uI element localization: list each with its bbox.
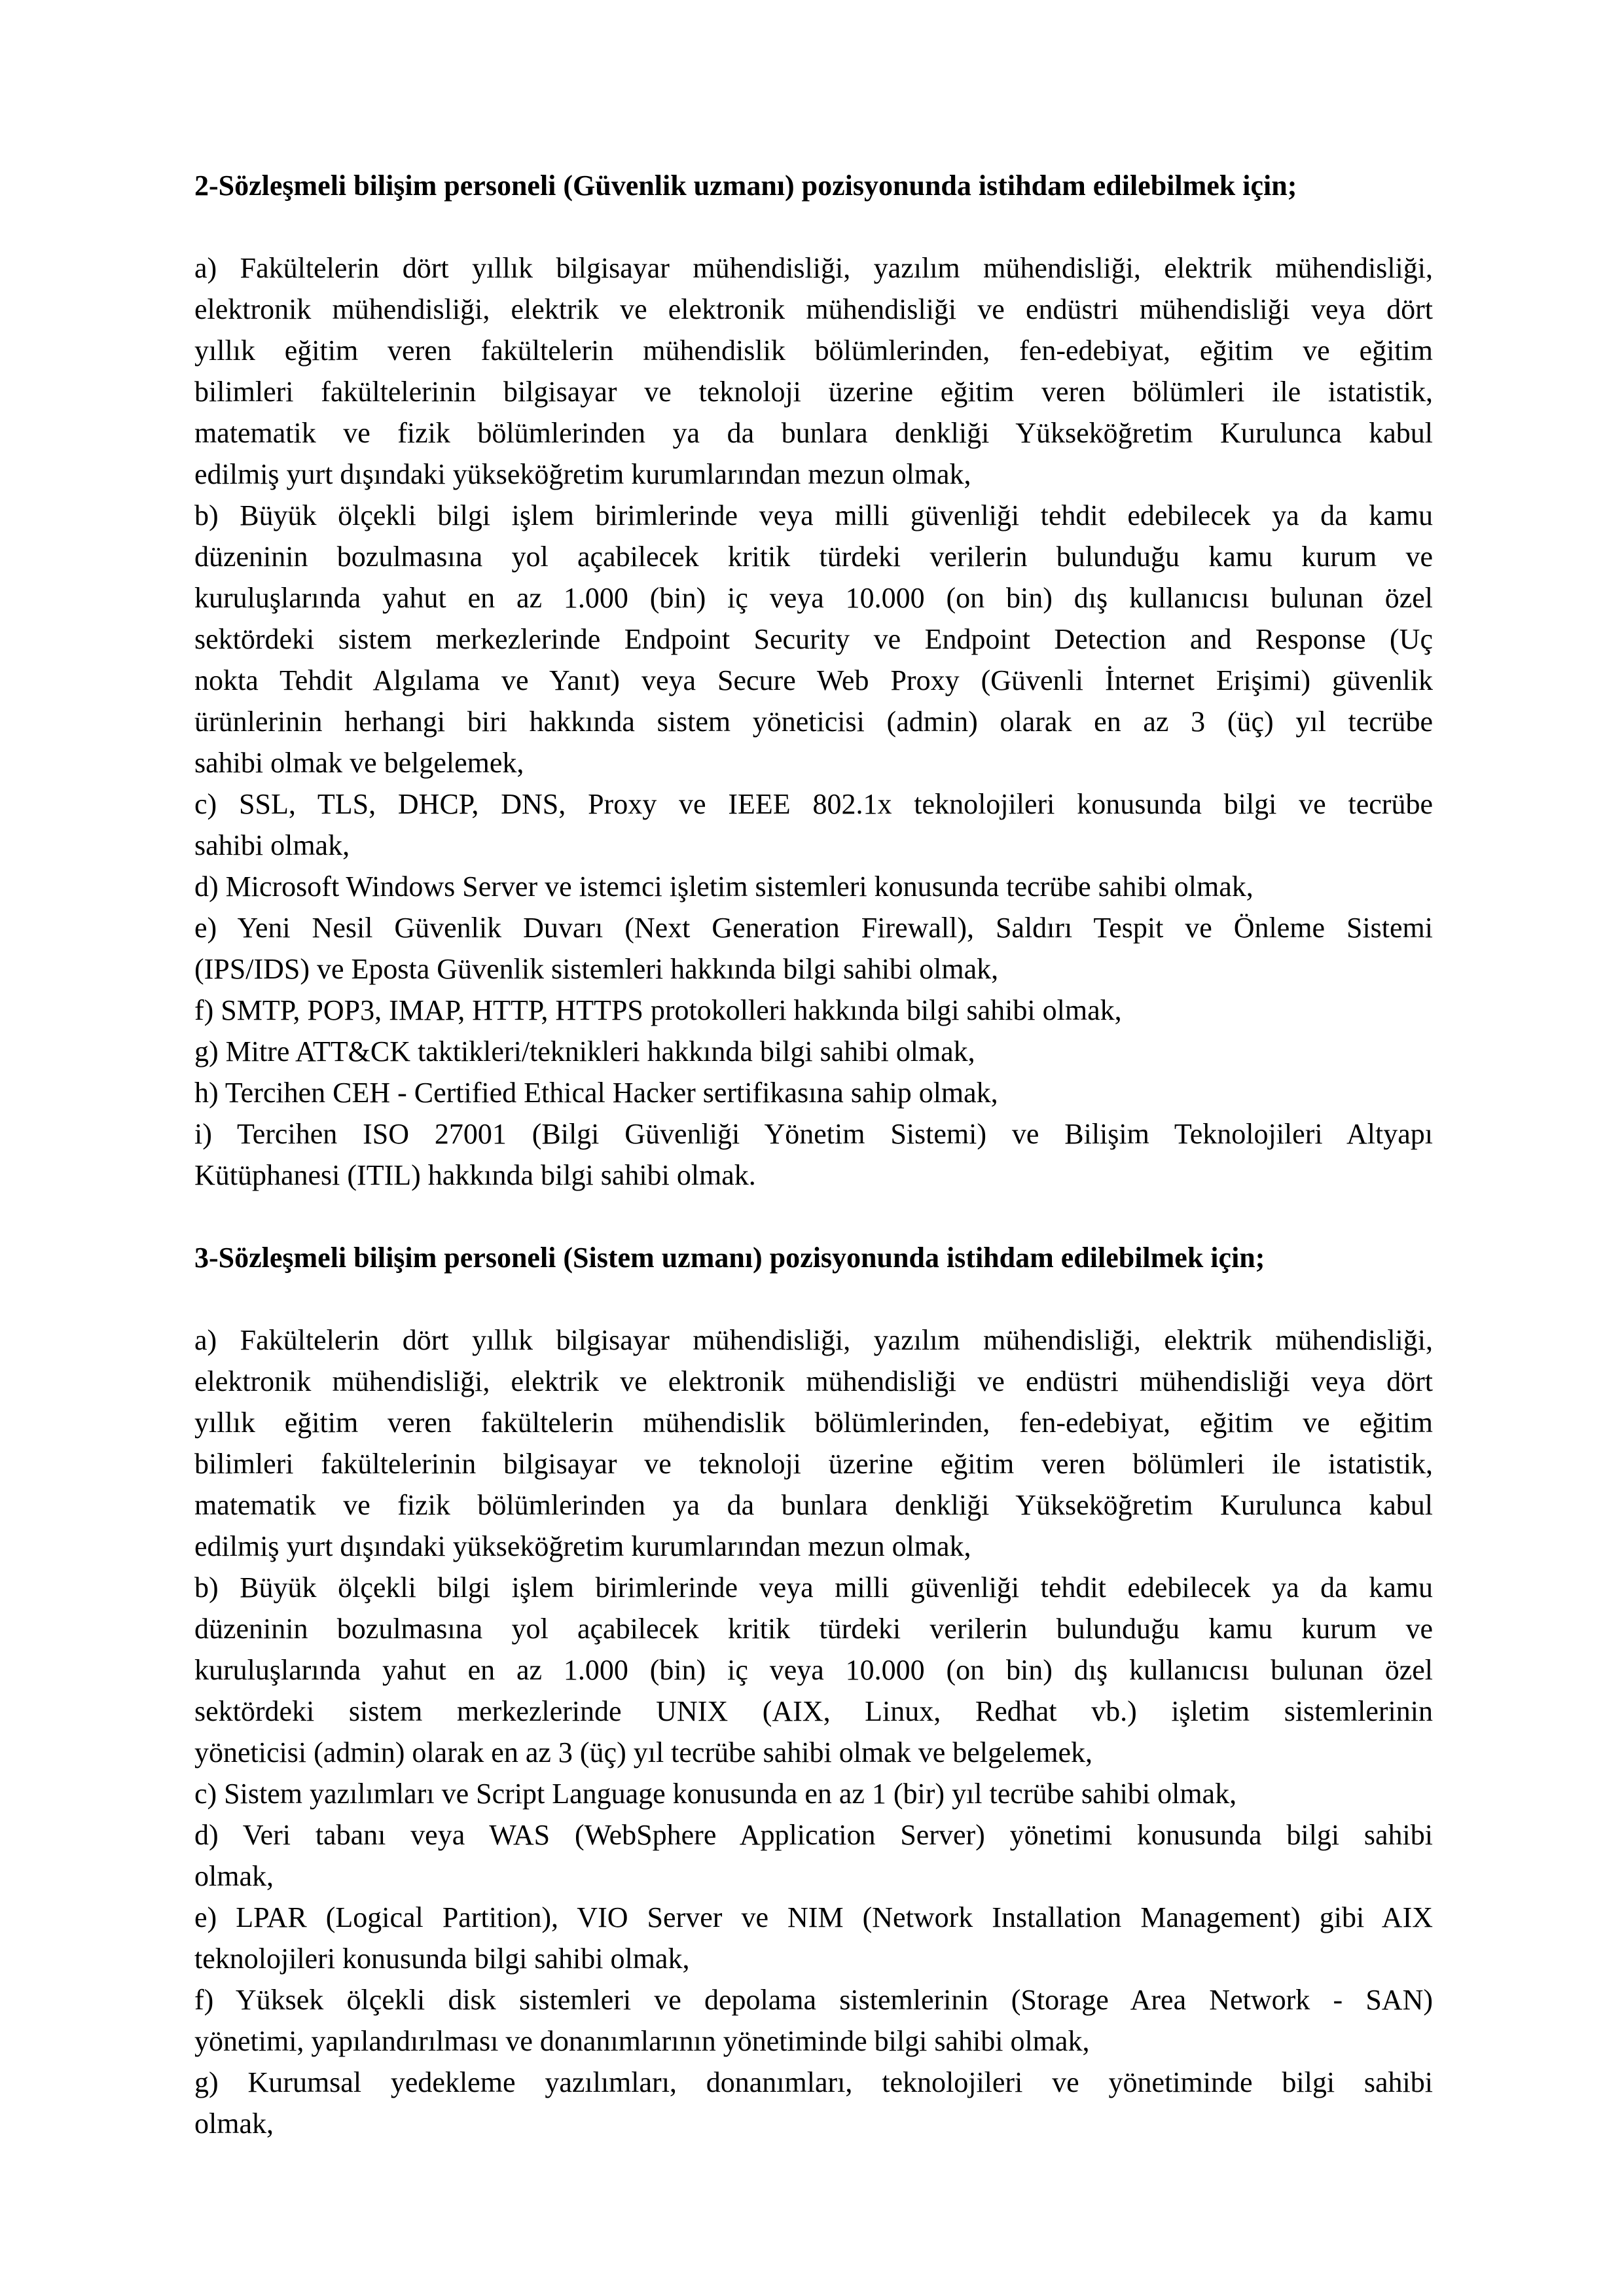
text-line: olmak,	[194, 1860, 274, 1892]
text-line: b) Büyük ölçekli bilgi işlem birimlerinde veya milli güvenliği tehdit edebilecek ya da kamu	[194, 499, 1433, 531]
paragraph	[194, 990, 1433, 1031]
text-line: bilimleri fakültelerinin bilgisayar ve teknoloji üzerine eğitim veren bölümleri ile istatistik,	[194, 1448, 1433, 1480]
paragraph	[194, 783, 1433, 866]
text-line: yıllık eğitim veren fakültelerin mühendislik bölümlerinden, fen-edebiyat, eğitim ve eğitim	[194, 334, 1433, 367]
text-line: ürünlerinin herhangi biri hakkında sistem yöneticisi (admin) olarak en az 3 (üç) yıl tecrübe	[194, 706, 1433, 738]
document-content	[194, 165, 1433, 2144]
paragraph	[194, 866, 1433, 907]
paragraph	[194, 1072, 1433, 1113]
section	[194, 165, 1433, 1196]
paragraph	[194, 1773, 1433, 1814]
text-line: edilmiş yurt dışındaki yükseköğretim kurumlarından mezun olmak,	[194, 458, 971, 490]
text-line: bilimleri fakültelerinin bilgisayar ve teknoloji üzerine eğitim veren bölümleri ile istatistik,	[194, 376, 1433, 408]
text-line: nokta Tehdit Algılama ve Yanıt) veya Secure Web Proxy (Güvenli İnternet Erişimi) güvenlik	[194, 664, 1433, 696]
text-line: teknolojileri konusunda bilgi sahibi olmak,	[194, 1943, 690, 1975]
text-line: h) Tercihen CEH - Certified Ethical Hacker sertifikasına sahip olmak,	[194, 1077, 998, 1109]
paragraph	[194, 1319, 1433, 1567]
paragraph	[194, 907, 1433, 990]
text-line: elektronik mühendisliği, elektrik ve elektronik mühendisliği ve endüstri mühendisliği veya dört	[194, 1365, 1433, 1397]
paragraph	[194, 1113, 1433, 1196]
section	[194, 1237, 1433, 2144]
paragraph	[194, 1814, 1433, 1897]
text-line: elektronik mühendisliği, elektrik ve elektronik mühendisliği ve endüstri mühendisliği veya dört	[194, 293, 1433, 325]
text-line: b) Büyük ölçekli bilgi işlem birimlerinde veya milli güvenliği tehdit edebilecek ya da kamu	[194, 1571, 1433, 1604]
paragraph	[194, 495, 1433, 783]
paragraph	[194, 1979, 1433, 2062]
text-line: düzeninin bozulmasına yol açabilecek kritik türdeki verilerin bulunduğu kamu kurum ve	[194, 1613, 1433, 1645]
text-line: kuruluşlarında yahut en az 1.000 (bin) iç veya 10.000 (on bin) dış kullanıcısı bulunan özel	[194, 1654, 1433, 1686]
text-line: c) SSL, TLS, DHCP, DNS, Proxy ve IEEE 802.1x teknolojileri konusunda bilgi ve tecrübe	[194, 788, 1433, 820]
paragraph	[194, 2062, 1433, 2144]
text-line: g) Mitre ATT&CK taktikleri/teknikleri hakkında bilgi sahibi olmak,	[194, 1035, 975, 1067]
paragraph	[194, 1567, 1433, 1773]
text-line: sektördeki sistem merkezlerinde UNIX (AIX, Linux, Redhat vb.) işletim sistemlerinin	[194, 1695, 1433, 1727]
text-line: e) LPAR (Logical Partition), VIO Server ve NIM (Network Installation Management) gibi AIX	[194, 1901, 1433, 1933]
text-line: i) Tercihen ISO 27001 (Bilgi Güvenliği Yönetim Sistemi) ve Bilişim Teknolojileri Altyapı	[194, 1118, 1433, 1150]
paragraph	[194, 247, 1433, 495]
text-line: matematik ve fizik bölümlerinden ya da bunlara denkliği Yükseköğretim Kurulunca kabul	[194, 1489, 1433, 1521]
text-line: kuruluşlarında yahut en az 1.000 (bin) iç veya 10.000 (on bin) dış kullanıcısı bulunan özel	[194, 582, 1433, 614]
text-line: a) Fakültelerin dört yıllık bilgisayar mühendisliği, yazılım mühendisliği, elektrik mühendisliği,	[194, 252, 1433, 284]
text-line: sahibi olmak,	[194, 829, 350, 861]
paragraph	[194, 1031, 1433, 1072]
text-line: d) Microsoft Windows Server ve istemci işletim sistemleri konusunda tecrübe sahibi olmak,	[194, 870, 1254, 903]
text-line: f) SMTP, POP3, IMAP, HTTP, HTTPS protokolleri hakkında bilgi sahibi olmak,	[194, 994, 1122, 1026]
text-line: e) Yeni Nesil Güvenlik Duvarı (Next Generation Firewall), Saldırı Tespit ve Önleme Sistemi	[194, 912, 1433, 944]
text-line: sahibi olmak ve belgelemek,	[194, 747, 524, 779]
text-line: yönetimi, yapılandırılması ve donanımlarının yönetiminde bilgi sahibi olmak,	[194, 2025, 1090, 2057]
text-line: a) Fakültelerin dört yıllık bilgisayar mühendisliği, yazılım mühendisliği, elektrik mühendisliği,	[194, 1324, 1433, 1356]
paragraph	[194, 1897, 1433, 1979]
text-line: yöneticisi (admin) olarak en az 3 (üç) yıl tecrübe sahibi olmak ve belgelemek,	[194, 1736, 1093, 1768]
text-line: matematik ve fizik bölümlerinden ya da bunlara denkliği Yükseköğretim Kurulunca kabul	[194, 417, 1433, 449]
section-title: 2-Sözleşmeli bilişim personeli (Güvenlik uzmanı) pozisyonunda istihdam edilebilmek için;	[194, 170, 1297, 202]
text-line: d) Veri tabanı veya WAS (WebSphere Application Server) yönetimi konusunda bilgi sahibi	[194, 1819, 1433, 1851]
text-line: düzeninin bozulmasına yol açabilecek kritik türdeki verilerin bulunduğu kamu kurum ve	[194, 541, 1433, 573]
section-title: 3-Sözleşmeli bilişim personeli (Sistem uzmanı) pozisyonunda istihdam edilebilmek için;	[194, 1242, 1265, 1274]
text-line: (IPS/IDS) ve Eposta Güvenlik sistemleri hakkında bilgi sahibi olmak,	[194, 953, 999, 985]
text-line: edilmiş yurt dışındaki yükseköğretim kurumlarından mezun olmak,	[194, 1530, 971, 1562]
text-line: yıllık eğitim veren fakültelerin mühendislik bölümlerinden, fen-edebiyat, eğitim ve eğitim	[194, 1407, 1433, 1439]
text-line: olmak,	[194, 2108, 274, 2140]
text-line: Kütüphanesi (ITIL) hakkında bilgi sahibi olmak.	[194, 1159, 756, 1191]
text-line: c) Sistem yazılımları ve Script Language konusunda en az 1 (bir) yıl tecrübe sahibi olmak,	[194, 1778, 1237, 1810]
text-line: f) Yüksek ölçekli disk sistemleri ve depolama sistemlerinin (Storage Area Network - SAN)	[194, 1984, 1433, 2016]
text-line: sektördeki sistem merkezlerinde Endpoint Security ve Endpoint Detection and Response (Uç	[194, 623, 1433, 655]
text-line: g) Kurumsal yedekleme yazılımları, donanımları, teknolojileri ve yönetiminde bilgi sahibi	[194, 2066, 1433, 2098]
